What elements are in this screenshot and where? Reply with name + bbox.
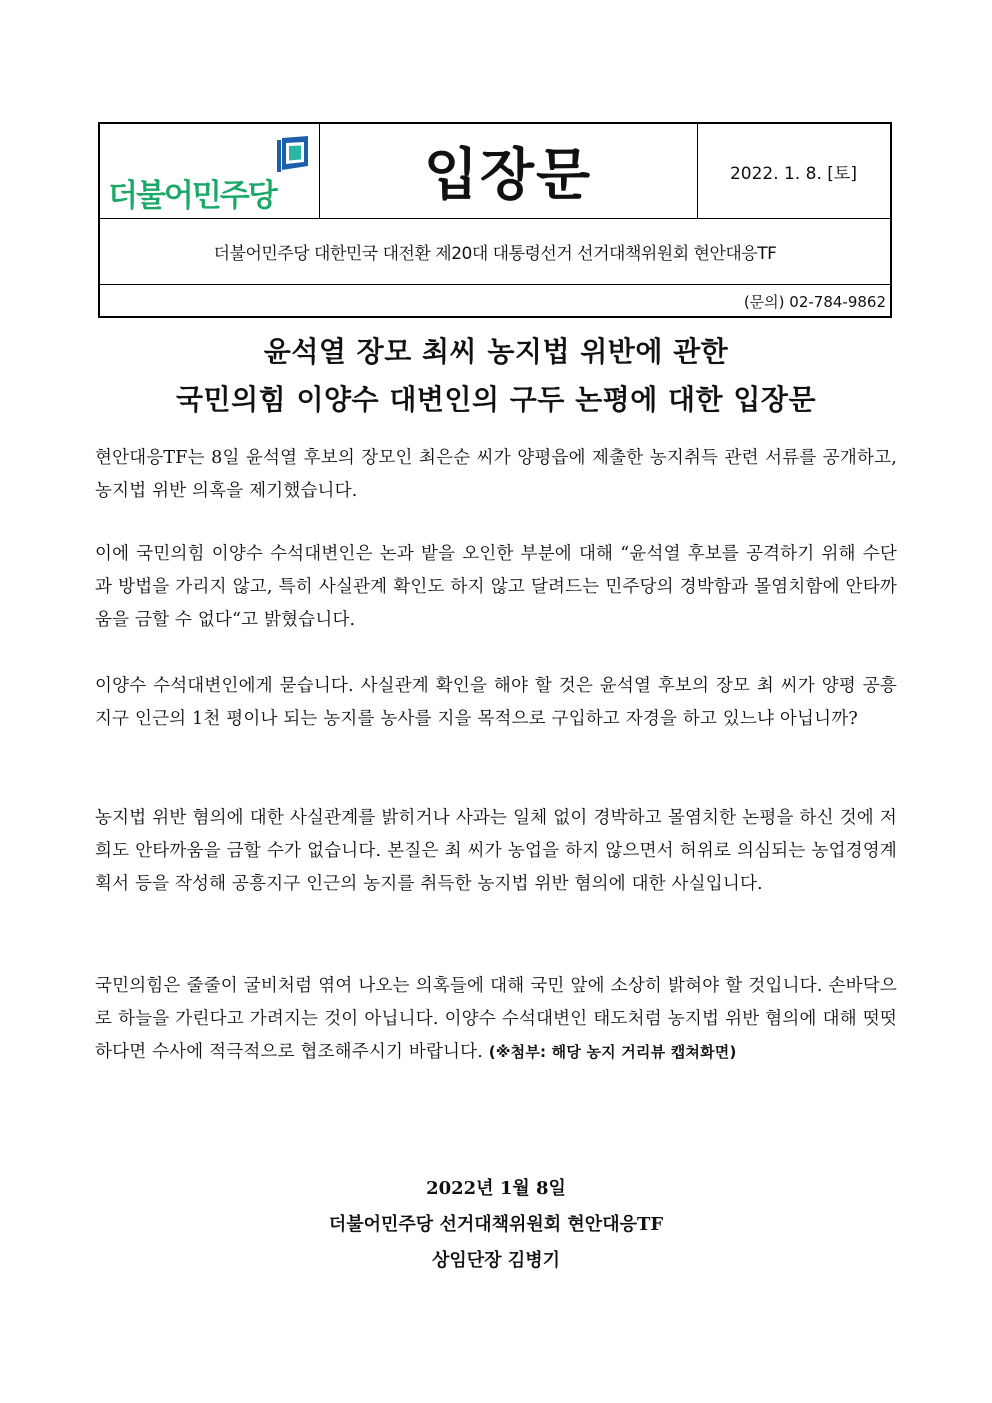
contact-row (100, 284, 890, 316)
date-cell (697, 124, 890, 218)
logo-text: 더불어민주당 (108, 178, 276, 214)
committee-row (100, 218, 890, 285)
footer-signer: 상임단장 김병기 (432, 1250, 560, 1271)
header-table (98, 122, 892, 318)
footer-date: 2022년 1월 8일 (426, 1178, 566, 1199)
party-logo (100, 124, 320, 218)
header-date: 2022. 1. 8. [토] (729, 163, 857, 184)
header-row-top (100, 124, 890, 219)
paragraph-4: 농지법 위반 혐의에 대한 사실관계를 밝히거나 사과는 일체 없이 경박하고 몰염치한 논평을 하신 것에 저희도 안타까움을 금할 수가 없습니다. 본질은 최 씨가 농업을 하지 않으면서 허위로 의심되는 농업경영계획서 등을 작성해 공흥지구 인근의 농지를 취득한 농지법 위반 혐의에 대한 사실입니다. (95, 808, 897, 894)
committee-name: 더불어민주당 대한민국 대전환 제20대 대통령선거 선거대책위원회 현안대응TF (213, 243, 777, 264)
contact-phone: (문의) 02-784-9862 (743, 293, 886, 311)
paragraph-1: 현안대응TF는 8일 윤석열 후보의 장모인 최은순 씨가 양평읍에 제출한 농지취득 관련 서류를 공개하고, 농지법 위반 의혹을 제기했습니다. (95, 448, 897, 501)
title-line-1: 윤석열 장모 최씨 농지법 위반에 관한 (263, 335, 729, 368)
doc-type-title: 입장문 (423, 143, 593, 208)
title-line-2: 국민의힘 이양수 대변인의 구두 논평에 대한 입장문 (176, 383, 816, 416)
party-flag-icon (276, 136, 310, 172)
doc-type-cell (319, 124, 698, 218)
paragraph-5 (95, 970, 897, 1069)
paragraph-2: 이에 국민의힘 이양수 수석대변인은 논과 밭을 오인한 부분에 대해 “윤석열 후보를 공격하기 위해 수단과 방법을 가리지 않고, 특히 사실관계 확인도 하지 않고 달려드는 민주당의 경박함과 몰염치함에 안타까움을 금할 수 없다“고 밝혔습니다. (95, 544, 897, 630)
paragraph-3: 이양수 수석대변인에게 묻습니다. 사실관계 확인을 해야 할 것은 윤석열 후보의 장모 최 씨가 양평 공흥지구 인근의 1천 평이나 되는 농지를 농사를 지을 목적으로 구입하고 자경을 하고 있느냐 아닙니까? (95, 676, 897, 729)
footer-org: 더불어민주당 선거대책위원회 현안대응TF (328, 1214, 664, 1235)
paragraph-5-text: 국민의힘은 줄줄이 굴비처럼 엮여 나오는 의혹들에 대해 국민 앞에 소상히 밝혀야 할 것입니다. 손바닥으로 하늘을 가린다고 가려지는 것이 아닙니다. 이양수 수석대변인 태도처럼 농지법 위반 혐의에 대해 떳떳하다면 수사에 적극적으로 협조해주시기 바랍니다. (95, 976, 897, 1062)
attachment-note: (※첨부: 해당 농지 거리뷰 캡쳐화면) (488, 1043, 737, 1061)
